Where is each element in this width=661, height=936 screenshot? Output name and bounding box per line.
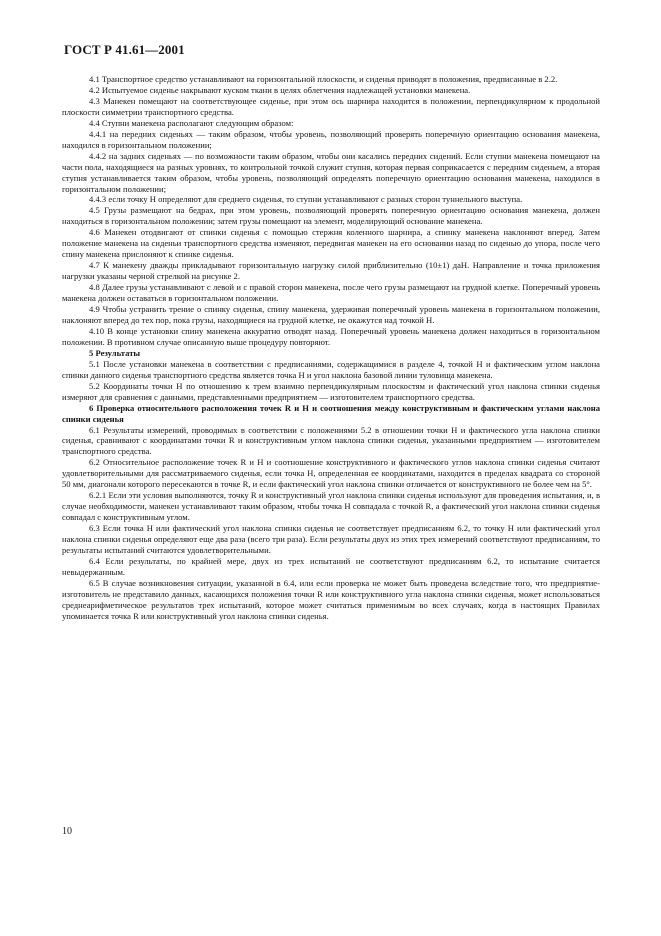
- paragraph: 4.2 Испытуемое сиденье накрывают куском ткани в целях облегчения надлежащей установки манекена.: [89, 84, 471, 95]
- paragraph: 5.2 Координаты точки H по отношению к трем взаимно перпендикулярным плоскостям и фактический угол наклона спинки сиденья измеряют для сравнения с данными, представленными предприятием — изготовителем транспортного средства.: [62, 380, 600, 402]
- paragraph: 4.9 Чтобы устранить трение о спинку сиденья, спину манекена, удерживая поперечный уровень манекена в горизонтальном положении, наклоняют вперед до тех пор, пока грузы, находящиеся на грудной клетке, не окажутся над точкой H.: [62, 304, 600, 325]
- paragraph: 6.5 В случае возникновения ситуации, указанной в 6.4, или если проверка не может быть проведена вследствие того, что предприятие-изготовитель не представило данных, касающихся положения точки R или конструктивного угла наклона спинки сиденья, может использоваться среднеарифметическое результатов трех испытаний, которое может считаться применимым во всех случаях, когда в настоящих Правилах упоминается точка R или конструктивный угол наклона спинки сиденья.: [62, 577, 600, 621]
- paragraph: 4.5 Грузы размещают на бедрах, при этом уровень, позволяющий проверять поперечную ориентацию основания манекена, должен находиться в горизонтальном положении; затем грузы помещают на элемент, моделирующий основание манекена.: [62, 205, 600, 227]
- paragraph: 6.4 Если результаты, по крайней мере, двух из трех испытаний не соответствуют предписаниям 6.2, то испытание считается невыдержанным.: [62, 555, 600, 577]
- paragraph: 4.3 Манекен помещают на соответствующее сиденье, при этом ось шарнира находится в положении, перпендикулярном к продольной плоскости симметрии транспортного средства.: [62, 95, 600, 117]
- section-heading: 6 Проверка относительного расположения точек R и H и соотношения между конструктивным и фактическим углами наклона спинки сиденья: [62, 402, 600, 424]
- document-body: [62, 74, 600, 622]
- paragraph: 6.2.1 Если эти условия выполняются, точку R и конструктивный угол наклона спинки сиденья используют для проведения испытания, и, в случае необходимости, манекен устанавливают таким образом, чтобы точка H совпадала с точкой R, а фактический угол наклона спинки сиденья совпадал с конструктивным углом.: [62, 490, 600, 523]
- paragraph: 4.4.3 если точку H определяют для среднего сиденья, то ступни устанавливают с разных сторон туннельного выступа.: [89, 194, 523, 205]
- document-header: ГОСТ Р 41.61—2001: [64, 42, 185, 57]
- page-number: 10: [62, 826, 72, 837]
- paragraph: 6.2 Относительное расположение точек R и H и соотношение конструктивного и фактического углов наклона спинки сиденья считают удовлетворительными для рассматриваемого сиденья, если точка H, определенная ее координатами, находится в пределах квадрата со стороной 50 мм, диагонали которого пересекаются в точке R, и если фактический угол наклона спинки отличается от конструктивного не более чем на 5°.: [62, 457, 600, 490]
- paragraph: 4.8 Далее грузы устанавливают с левой и с правой сторон манекена, после чего грузы размещают на грудной клетке. Поперечный уровень манекена должен оставаться в горизонтальном положении.: [62, 282, 600, 304]
- paragraph: 4.10 В конце установки спину манекена аккуратно отводят назад. Поперечный уровень манекена должен находиться в горизонтальном положении. В противном случае описанную выше процедуру повторяют.: [62, 325, 600, 347]
- paragraph: 4.1 Транспортное средство устанавливают на горизонтальной плоскости, и сиденья приводят в положения, предписанные в 2.2.: [89, 74, 558, 84]
- paragraph: 4.7 К манекену дважды прикладывают горизонтальную нагрузку силой приблизительно (10±1) даН. Направление и точка приложения нагрузки указаны черной стрелкой на рисунке 2.: [62, 260, 600, 282]
- section-heading: 5 Результаты: [89, 347, 141, 358]
- paragraph: 4.4 Ступни манекена располагают следующим образом:: [89, 117, 294, 128]
- paragraph: 4.4.1 на передних сиденьях — таким образом, чтобы уровень, позволяющий проверять поперечную ориентацию основания манекена, находился в горизонтальном положении;: [62, 128, 600, 150]
- paragraph: 6.3 Если точка H или фактический угол наклона спинки сиденья не соответствует предписаниям 6.2, то точку H или фактический угол наклона спинки сиденья определяют еще два раза (всего три раза). Если результаты двух из этих трех измерений соответствуют предписаниям, то результаты испытаний считаются удовлетворительными.: [62, 523, 600, 555]
- paragraph: 4.6 Манекен отодвигают от спинки сиденья с помощью стержня коленного шарнира, а спинку манекена наклоняют вперед. Затем положение манекена на сиденьи транспортного средства изменяют, передвигая манекен на его основании назад по сиденью до упора, после чего спину манекена прислоняют к спинке сиденья.: [62, 227, 600, 260]
- paragraph: 6.1 Результаты измерений, проводимых в соответствии с положениями 5.2 в отношении точки H и фактического угла наклона спинки сиденья, сравнивают с координатами точки R и конструктивным углом наклона спинки сиденья, указанными предприятием — изготовителем транспортного средства.: [62, 424, 600, 457]
- paragraph: 5.1 После установки манекена в соответствии с предписаниями, содержащимися в разделе 4, точкой H и фактическим углом наклона спинки данного сиденья транспортного средства является точка H и угол наклона базовой линии туловища манекена.: [62, 358, 600, 380]
- paragraph: 4.4.2 на задних сиденьях — по возможности таким образом, чтобы они касались передних сидений. Если ступни манекена помещают на части пола, находящиеся на разных уровнях, то контрольной точкой служит ступня, которая первая соприкасается с передним сиденьем, а вторая ступня устанавливается таким образом, чтобы уровень, позволяющий определять поперечную ориентацию основания манекена, находился в горизонтальном положении;: [62, 150, 600, 194]
